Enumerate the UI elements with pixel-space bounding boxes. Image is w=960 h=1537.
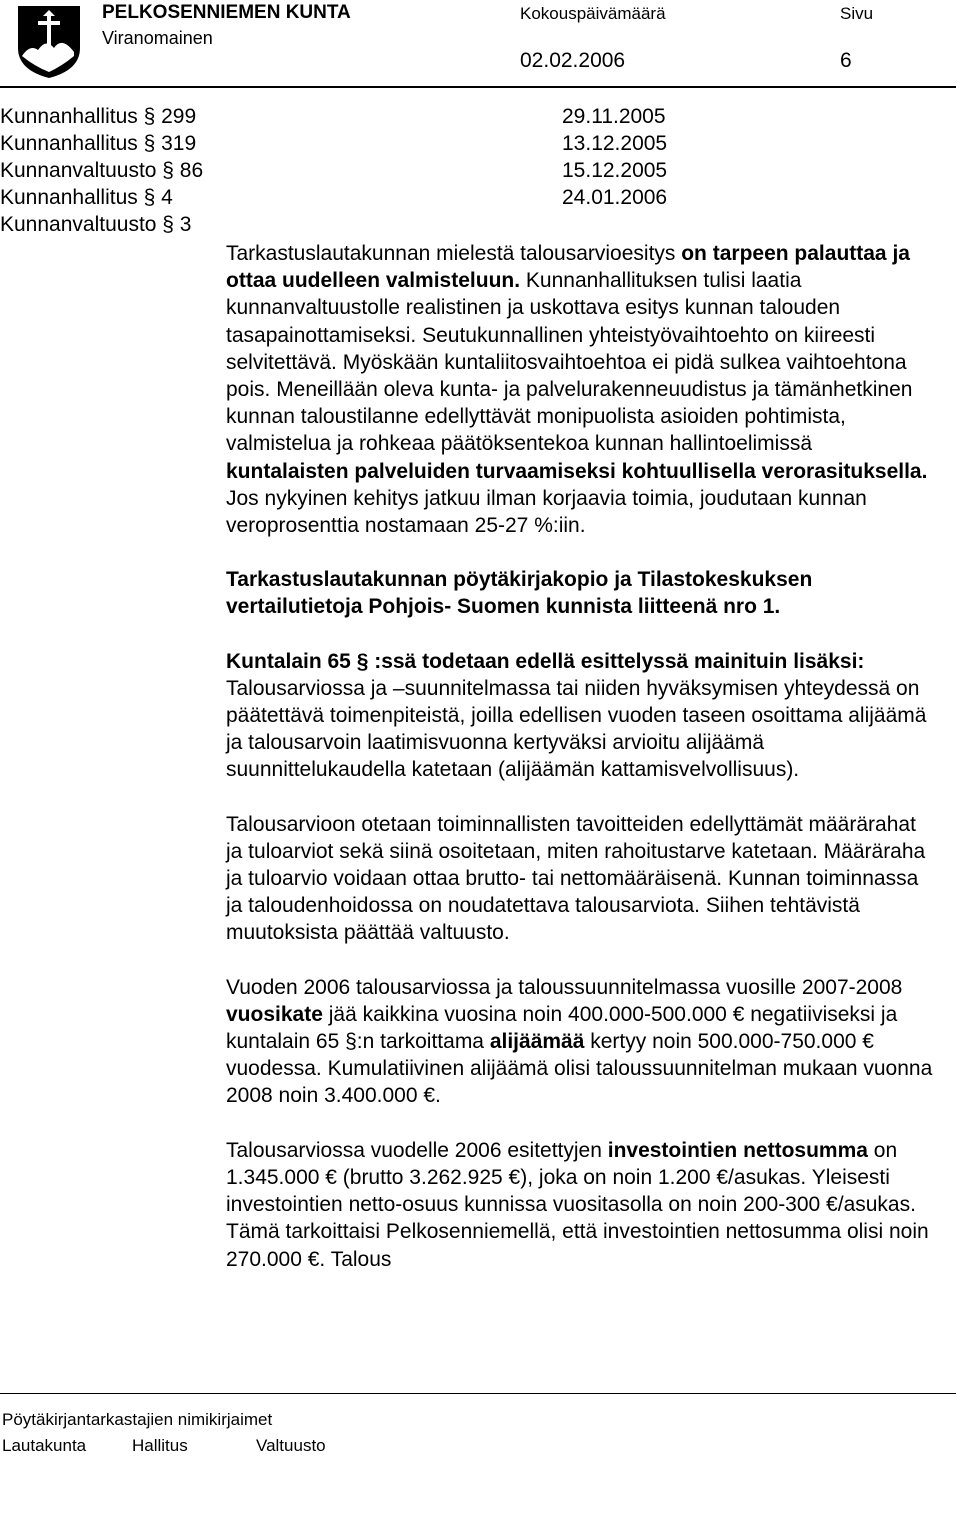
footer-divider bbox=[0, 1393, 956, 1394]
minutes-body bbox=[226, 240, 938, 1273]
text-run: Tarkastuslautakunnan mielestä talousarvioesitys bbox=[226, 242, 682, 265]
reference-name: Kunnanhallitus § 4 bbox=[0, 186, 173, 209]
reference-name: Kunnanvaltuusto § 86 bbox=[0, 159, 204, 182]
paragraph-audit-opinion bbox=[226, 240, 938, 539]
text-run: on 1.345.000 € (brutto 3.262.925 €), joka on noin 1.200 €/asukas. Yleisesti investointien netto-osuus kunnissa vuositasolla on noin 200-300 €/asukas. Tämä tarkoittaisi Pelkosenniemellä, että investointien nettosumma olisi noin 270.000 €. Talous bbox=[226, 1138, 929, 1271]
page-label: Sivu bbox=[840, 4, 874, 23]
reference-date: 29.11.2005 bbox=[562, 105, 666, 128]
footer-initials-title: Pöytäkirjantarkastajien nimikirjaimet bbox=[2, 1410, 273, 1429]
emphasis-text: Kuntalain 65 § :ssä todetaan edellä esittelyssä mainituin lisäksi: bbox=[226, 649, 865, 673]
text-run: Talousarviossa ja –suunnitelmassa tai niiden hyväksymisen yhteydessä on päätettävä toimenpiteistä, joilla edellisen vuoden taseen osoittama alijäämä ja talousarvoin laatimisvuonna kertyväksi arvioitu alijäämä suunnittelukaudella katetaan (alijäämän kattamisvelvollisuus). bbox=[226, 676, 927, 782]
text-run: kertyy noin 500.000-750.000 € vuodessa. Kumulatiivinen alijäämä olisi taloussuunnitelman mukaan vuonna 2008 noin 3.400.000 €. bbox=[226, 1030, 933, 1108]
reference-date: 15.12.2005 bbox=[562, 159, 668, 182]
reference-date: 24.01.2006 bbox=[562, 186, 668, 209]
emphasis-text: investointien nettosumma bbox=[607, 1138, 868, 1162]
paragraph-municipal-act bbox=[226, 648, 938, 784]
emphasis-text: vuosikate bbox=[226, 1002, 323, 1026]
paragraph-investments bbox=[226, 1137, 938, 1273]
reference-date: 13.12.2005 bbox=[562, 132, 668, 155]
emphasis-text: Tarkastuslautakunnan pöytäkirjakopio ja Tilastokeskuksen vertailutietoja Pohjois- Suomen kunnista liitteenä nro 1. bbox=[226, 568, 813, 619]
footer-column-council: Valtuusto bbox=[256, 1436, 326, 1455]
text-run: Vuoden 2006 talousarviossa ja taloussuunnitelmassa vuosille 2007-2008 bbox=[226, 975, 903, 999]
page-number: 6 bbox=[840, 49, 852, 72]
organ-name: Viranomainen bbox=[102, 28, 213, 48]
footer-column-government: Hallitus bbox=[132, 1436, 188, 1455]
reference-name: Kunnanhallitus § 299 bbox=[0, 105, 197, 128]
meeting-date: 02.02.2006 bbox=[520, 49, 626, 72]
paragraph-attachment-note bbox=[226, 566, 938, 620]
meeting-date-label: Kokouspäivämäärä bbox=[520, 4, 666, 23]
header-divider bbox=[0, 86, 956, 88]
reference-name: Kunnanhallitus § 319 bbox=[0, 132, 197, 155]
text-run: Talousarviossa vuodelle 2006 esitettyjen bbox=[226, 1138, 608, 1162]
municipality-name: PELKOSENNIEMEN KUNTA bbox=[102, 2, 351, 23]
reference-name: Kunnanvaltuusto § 3 bbox=[0, 213, 192, 236]
text-run: Kunnanhallituksen tulisi laatia kunnanvaltuustolle realistinen ja uskottava esitys kunnan talouden tasapainottamiseksi. Seutukunnallinen yhteistyövaihtoehto on kiireesti selvitettävä. Myöskään kuntaliitosvaihtoehtoa ei pidä sulkea vaihtoehtona pois. Meneillään oleva kunta- ja palvelurakenneuudistus ja tämänhetkinen kunnan taloustilanne edellyttävät monipuolista asioiden pohtimista, valmistelua ja rohkeaa päätöksentekoa kunnan hallintoelimissä bbox=[226, 269, 913, 456]
paragraph-budget-rules bbox=[226, 811, 938, 947]
emphasis-text: alijäämää bbox=[489, 1030, 585, 1054]
emphasis-text: on tarpeen palauttaa ja ottaa uudelleen valmisteluun. bbox=[226, 242, 910, 293]
municipal-coat-of-arms bbox=[16, 4, 82, 80]
footer-column-board: Lautakunta bbox=[2, 1436, 87, 1455]
text-run: Jos nykyinen kehitys jatkuu ilman korjaavia toimia, joudutaan kunnan veroprosenttia nostamaan 25-27 %:iin. bbox=[226, 486, 867, 538]
text-run: Talousarvioon otetaan toiminnallisten tavoitteiden edellyttämät määrärahat ja tuloarviot sekä siinä osoitetaan, miten rahoitustarve katetaan. Määräraha ja tuloarvio voidaan ottaa brutto- tai nettomääräisenä. Kunnan toiminnassa ja taloudenhoidossa on noudatettava talousarviota. Siihen tehtävistä muutoksista päättää valtuusto. bbox=[226, 812, 926, 945]
text-run: jää kaikkina vuosina noin 400.000-500.000 € negatiiviseksi ja kuntalain 65 §:n tarkoittama bbox=[226, 1002, 898, 1054]
emphasis-text: kuntalaisten palveluiden turvaamiseksi kohtuullisella verorasituksella. bbox=[226, 459, 928, 483]
paragraph-deficit bbox=[226, 974, 938, 1110]
